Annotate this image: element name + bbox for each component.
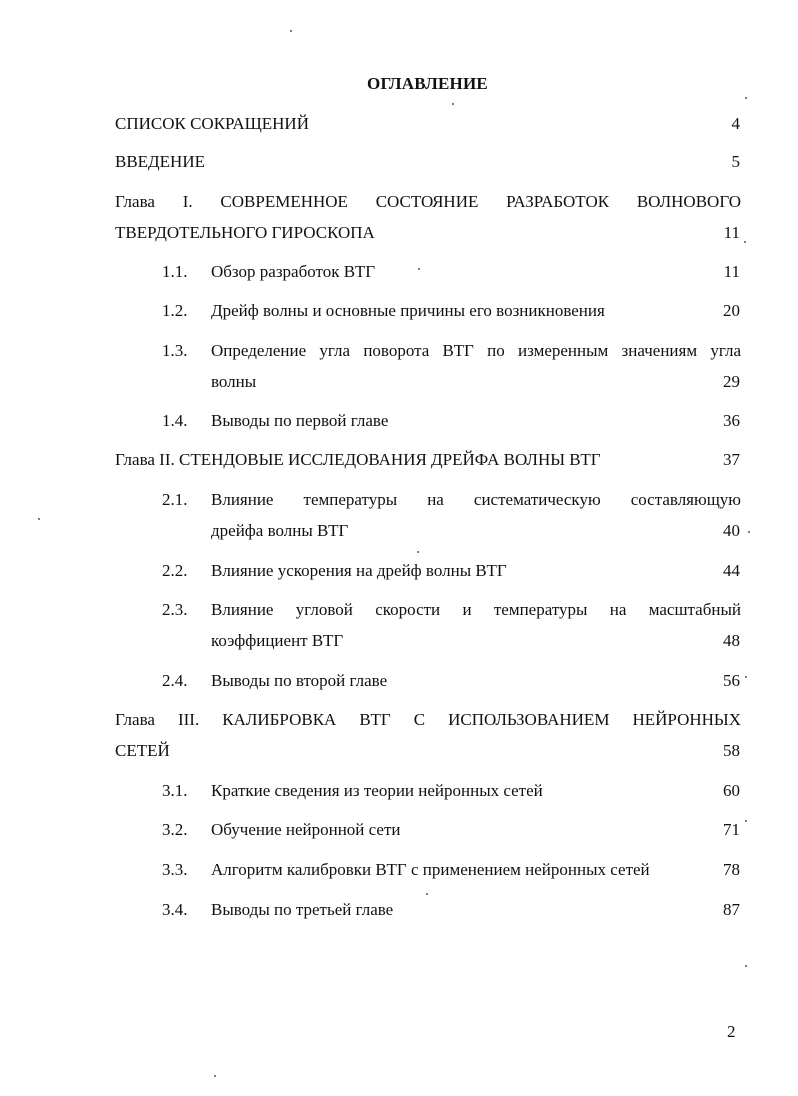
toc-entry-abbreviations: СПИСОК СОКРАЩЕНИЙ (115, 114, 309, 133)
toc-section-page: 20 (723, 301, 740, 320)
toc-section-page: 11 (723, 262, 740, 281)
toc-section-title: Дрейф волны и основные причины его возникновения (211, 301, 605, 320)
toc-page-chapter-2: 37 (723, 450, 740, 469)
toc-section-title: Выводы по второй главе (211, 671, 388, 690)
page-number: 2 (727, 1022, 736, 1041)
toc-section-page: 44 (723, 561, 740, 580)
toc-entry-introduction: ВВЕДЕНИЕ (115, 152, 205, 171)
toc-section-page: 78 (723, 860, 740, 879)
scan-speck (426, 893, 428, 895)
toc-section-number: 1.2. (162, 301, 188, 320)
scan-speck (745, 820, 747, 822)
scan-speck (452, 103, 454, 105)
toc-section-number: 2.3. (162, 600, 188, 619)
toc-section-page: 29 (723, 372, 740, 391)
toc-section-page: 71 (723, 820, 740, 839)
scan-speck (290, 30, 292, 32)
scan-speck (748, 531, 750, 533)
scan-speck (745, 965, 747, 967)
toc-section-number: 1.3. (162, 341, 188, 360)
scan-speck (744, 241, 746, 243)
toc-chapter-3-title-line2: СЕТЕЙ (115, 741, 170, 760)
toc-chapter-1-title-line2: ТВЕРДОТЕЛЬНОГО ГИРОСКОПА (115, 223, 375, 242)
toc-section-page: 56 (723, 671, 740, 690)
toc-section-number: 3.1. (162, 781, 188, 800)
toc-section-title-line2: волны (211, 372, 257, 391)
toc-section-page: 40 (723, 521, 740, 540)
toc-section-number: 2.2. (162, 561, 188, 580)
toc-page-abbreviations: 4 (731, 114, 740, 133)
toc-section-number: 3.4. (162, 900, 188, 919)
toc-section-title: Обучение нейронной сети (211, 820, 401, 839)
toc-section-title-line2: коэффициент ВТГ (211, 631, 344, 650)
toc-heading: ОГЛАВЛЕНИЕ (367, 74, 488, 93)
scan-speck (214, 1075, 216, 1077)
toc-chapter-2-title: Глава II. СТЕНДОВЫЕ ИССЛЕДОВАНИЯ ДРЕЙФА ВОЛНЫ ВТГ (115, 450, 601, 469)
toc-section-page: 87 (723, 900, 740, 919)
toc-section-title: Краткие сведения из теории нейронных сетей (211, 781, 543, 800)
toc-chapter-1-title-line1: Глава I. СОВРЕМЕННОЕ СОСТОЯНИЕ РАЗРАБОТОК ВОЛНОВОГО (115, 192, 741, 211)
toc-section-title-line2: дрейфа волны ВТГ (211, 521, 349, 540)
toc-section-number: 2.1. (162, 490, 188, 509)
scan-speck (745, 97, 747, 99)
toc-section-page: 36 (723, 411, 740, 430)
toc-page-introduction: 5 (731, 152, 740, 171)
toc-section-title: Алгоритм калибровки ВТГ с применением нейронных сетей (211, 860, 650, 879)
toc-section-number: 3.3. (162, 860, 188, 879)
toc-section-page: 48 (723, 631, 740, 650)
scan-speck (745, 676, 747, 678)
toc-section-number: 3.2. (162, 820, 188, 839)
toc-page-chapter-3: 58 (723, 741, 740, 760)
toc-section-number: 2.4. (162, 671, 188, 690)
toc-section-title: Выводы по третьей главе (211, 900, 394, 919)
scan-speck (418, 268, 420, 270)
toc-section-title: Обзор разработок ВТГ (211, 262, 376, 281)
toc-section-title: Выводы по первой главе (211, 411, 389, 430)
scan-speck (417, 551, 419, 553)
toc-section-number: 1.4. (162, 411, 188, 430)
toc-section-title-line1: Влияние температуры на систематическую составляющую (211, 490, 741, 509)
toc-page-chapter-1: 11 (723, 223, 740, 242)
toc-chapter-3-title-line1: Глава III. КАЛИБРОВКА ВТГ С ИСПОЛЬЗОВАНИЕМ НЕЙРОННЫХ (115, 710, 741, 729)
scan-speck (38, 518, 40, 520)
toc-section-page: 60 (723, 781, 740, 800)
toc-section-number: 1.1. (162, 262, 188, 281)
toc-section-title-line1: Определение угла поворота ВТГ по измеренным значениям угла (211, 341, 741, 360)
toc-section-title: Влияние ускорения на дрейф волны ВТГ (211, 561, 507, 580)
toc-section-title-line1: Влияние угловой скорости и температуры на масштабный (211, 600, 741, 619)
